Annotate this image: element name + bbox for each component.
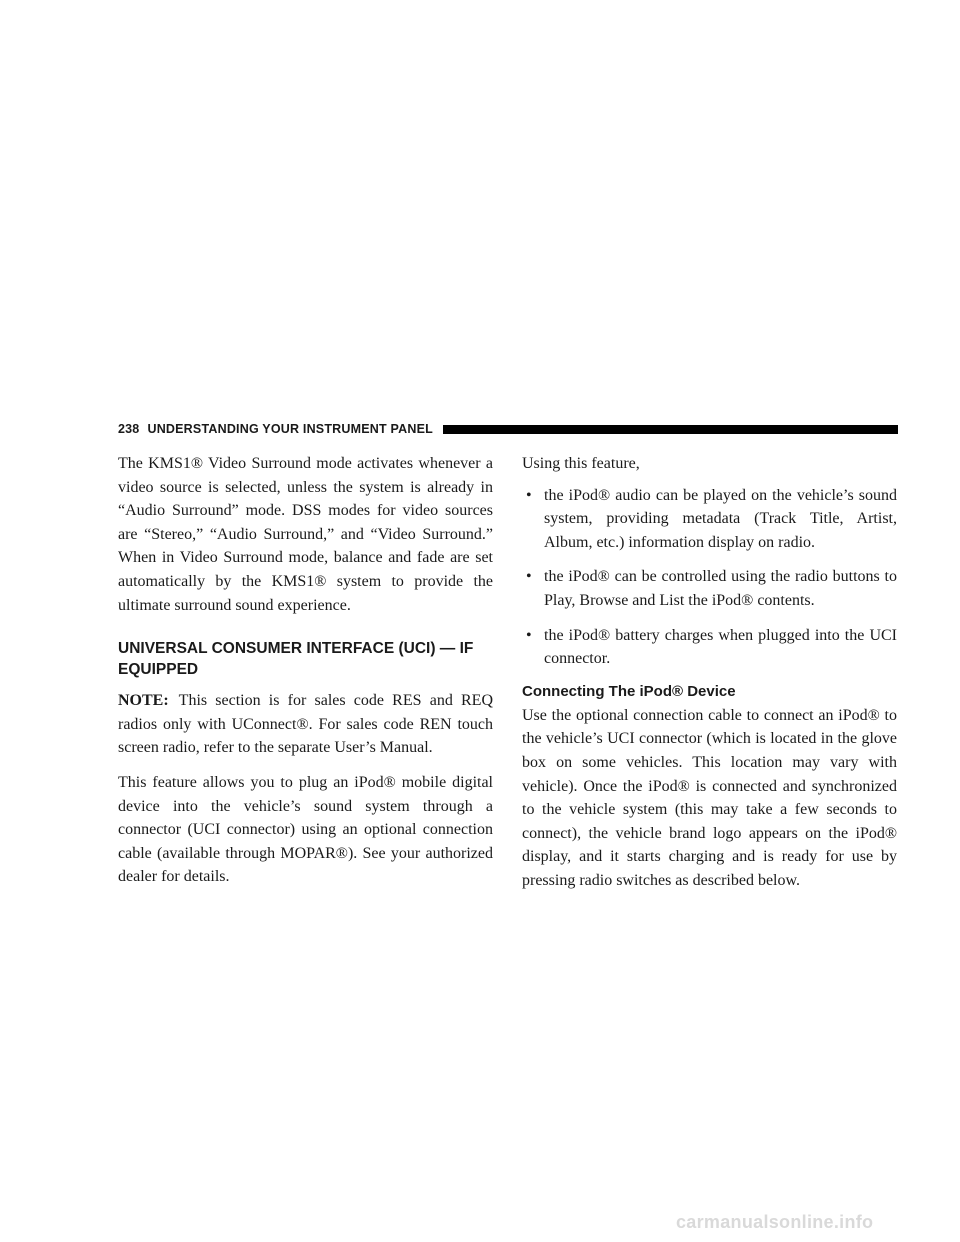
note-text: This section is for sales code RES and REQ radios only with UConnect®. For sales code REN touch screen radio, refer to the separate User’s Manual. <box>118 692 493 757</box>
bullet-icon: • <box>526 568 532 586</box>
using-intro: Using this feature, <box>522 455 640 472</box>
bullet-icon: • <box>526 626 532 644</box>
right-column <box>522 452 897 904</box>
section-title: UNDERSTANDING YOUR INSTRUMENT PANEL <box>147 422 433 436</box>
page-number: 238 <box>118 422 140 436</box>
feature-paragraph: This feature allows you to plug an iPod® mobile digital device into the vehicle’s sound system through a connector (UCI connector) using an optional connection cable (available through MOPAR®). See your authorized dealer for details. <box>118 773 493 886</box>
list-item-text: the iPod® battery charges when plugged into the UCI connector. <box>544 626 897 668</box>
list-item <box>522 565 897 612</box>
site-watermark: carmanualsonline.info <box>676 1212 874 1232</box>
left-column <box>118 452 493 900</box>
connecting-paragraph: Use the optional connection cable to connect an iPod® to the vehicle’s UCI connector (which is located in the glove box on some vehicles. This location may vary with vehicle). Once the iPod® is connected and synchronized to the vehicle system (this may take a few seconds to connect), the vehicle brand logo appears on the iPod® display, and it starts charging and is ready for use by pressing radio switches as described below. <box>522 706 897 889</box>
uci-heading: UNIVERSAL CONSUMER INTERFACE (UCI) — IF EQUIPPED <box>118 640 474 679</box>
list-item-text: the iPod® can be controlled using the radio buttons to Play, Browse and List the iPod® contents. <box>544 568 897 609</box>
bullet-icon: • <box>526 486 532 504</box>
note-paragraph <box>118 689 493 760</box>
list-item <box>522 484 897 555</box>
list-item <box>522 624 897 671</box>
feature-list <box>522 484 897 671</box>
note-label: NOTE: <box>118 692 169 710</box>
connecting-heading: Connecting The iPod® Device <box>522 682 736 700</box>
header-rule <box>443 425 898 434</box>
list-item-text: the iPod® audio can be played on the vehicle’s sound system, providing metadata (Track Title, Artist, Album, etc.) information display on radio. <box>544 486 897 551</box>
page-header <box>118 421 898 437</box>
kms-intro-paragraph: The KMS1® Video Surround mode activates whenever a video source is selected, unless the system is already in “Audio Surround” mode. DSS modes for video sources are “Stereo,” “Audio Surround,” and “Video Surround.” When in Video Surround mode, balance and fade are set automatically by the KMS1® system to provide the ultimate surround sound experience. <box>118 455 493 614</box>
